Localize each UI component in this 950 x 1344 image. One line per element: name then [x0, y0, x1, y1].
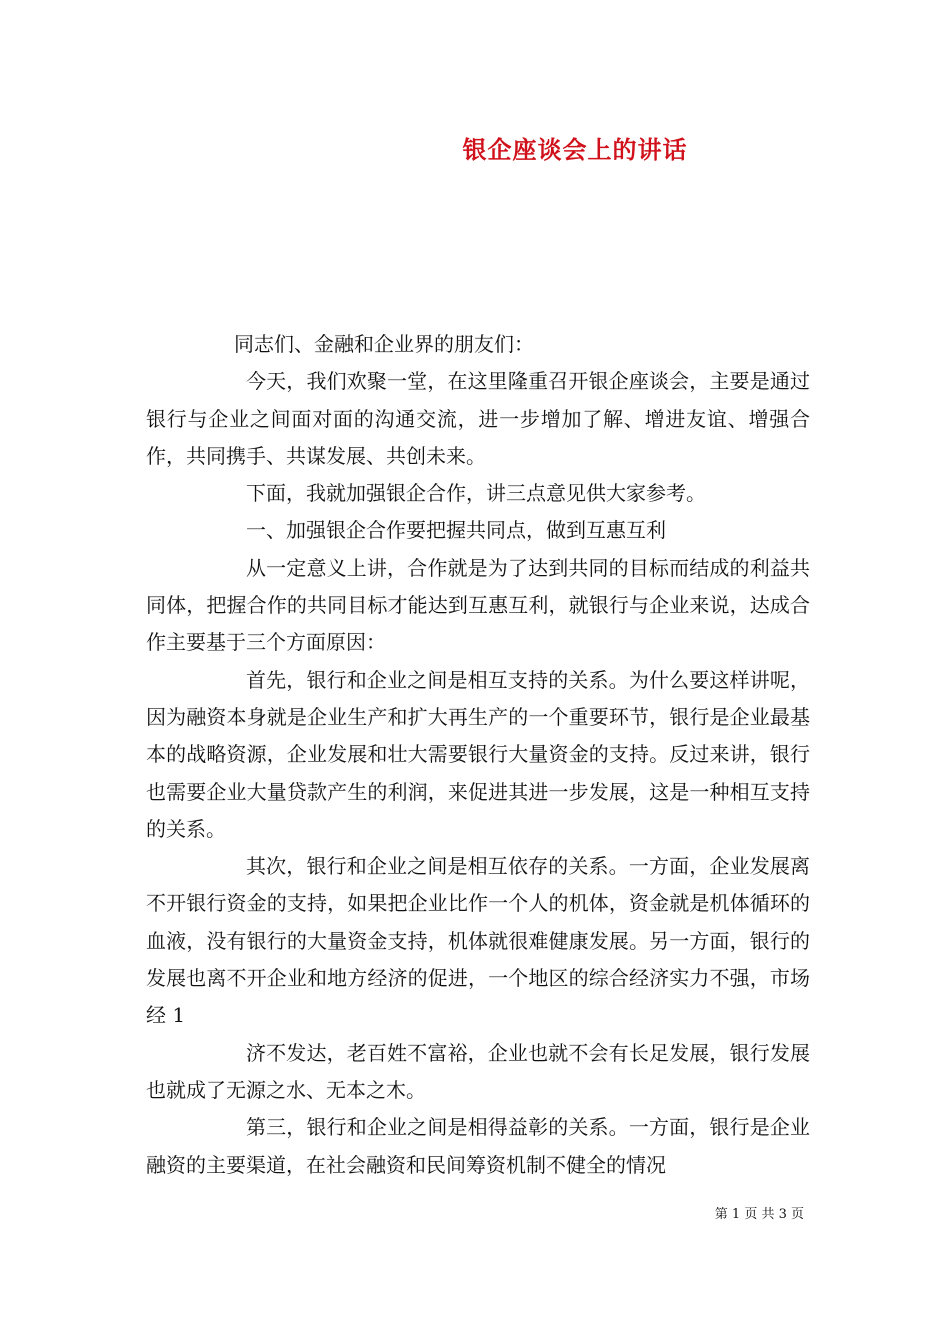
- paragraph-5: 其次，银行和企业之间是相互依存的关系。一方面，企业发展离不开银行资金的支持，如果把企业比作一个人的机体，资金就是机体循环的血液，没有银行的大量资金支持，机体就很难健康发展。另一方面，银行的发展也离不开企业和地方经济的促进，一个地区的综合经济实力不强，市场经 1: [146, 854, 810, 1028]
- paragraph-2: 下面，我就加强银企合作，讲三点意见供大家参考。: [246, 481, 706, 506]
- document-title: 银企座谈会上的讲话: [462, 135, 688, 164]
- paragraph-6: 济不发达，老百姓不富裕，企业也就不会有长足发展，银行发展也就成了无源之水、无本之木。: [146, 1040, 810, 1102]
- section-heading-1: 一、加强银企合作要把握共同点，做到互惠互利: [246, 518, 666, 543]
- document-body: [146, 326, 810, 1184]
- page-footer: 第 1 页 共 3 页: [714, 1207, 804, 1222]
- paragraph-1: 今天，我们欢聚一堂，在这里隆重召开银企座谈会，主要是通过银行与企业之间面对面的沟通交流，进一步增加了解、增进友谊、增强合作，共同携手、共谋发展、共创未来。: [146, 369, 810, 468]
- paragraph-7: 第三，银行和企业之间是相得益彰的关系。一方面，银行是企业融资的主要渠道，在社会融资和民间筹资机制不健全的情况: [146, 1115, 810, 1177]
- salutation: 同志们、金融和企业界的朋友们：: [234, 332, 534, 356]
- paragraph-3: 从一定意义上讲，合作就是为了达到共同的目标而结成的利益共同体，把握合作的共同目标才能达到互惠互利，就银行与企业来说，达成合作主要基于三个方面原因：: [146, 555, 810, 655]
- paragraph-4: 首先，银行和企业之间是相互支持的关系。为什么要这样讲呢，因为融资本身就是企业生产和扩大再生产的一个重要环节，银行是企业最基本的战略资源，企业发展和壮大需要银行大量资金的支持。反过来讲，银行也需要企业大量贷款产生的利润，来促进其进一步发展，这是一种相互支持的关系。: [146, 667, 810, 841]
